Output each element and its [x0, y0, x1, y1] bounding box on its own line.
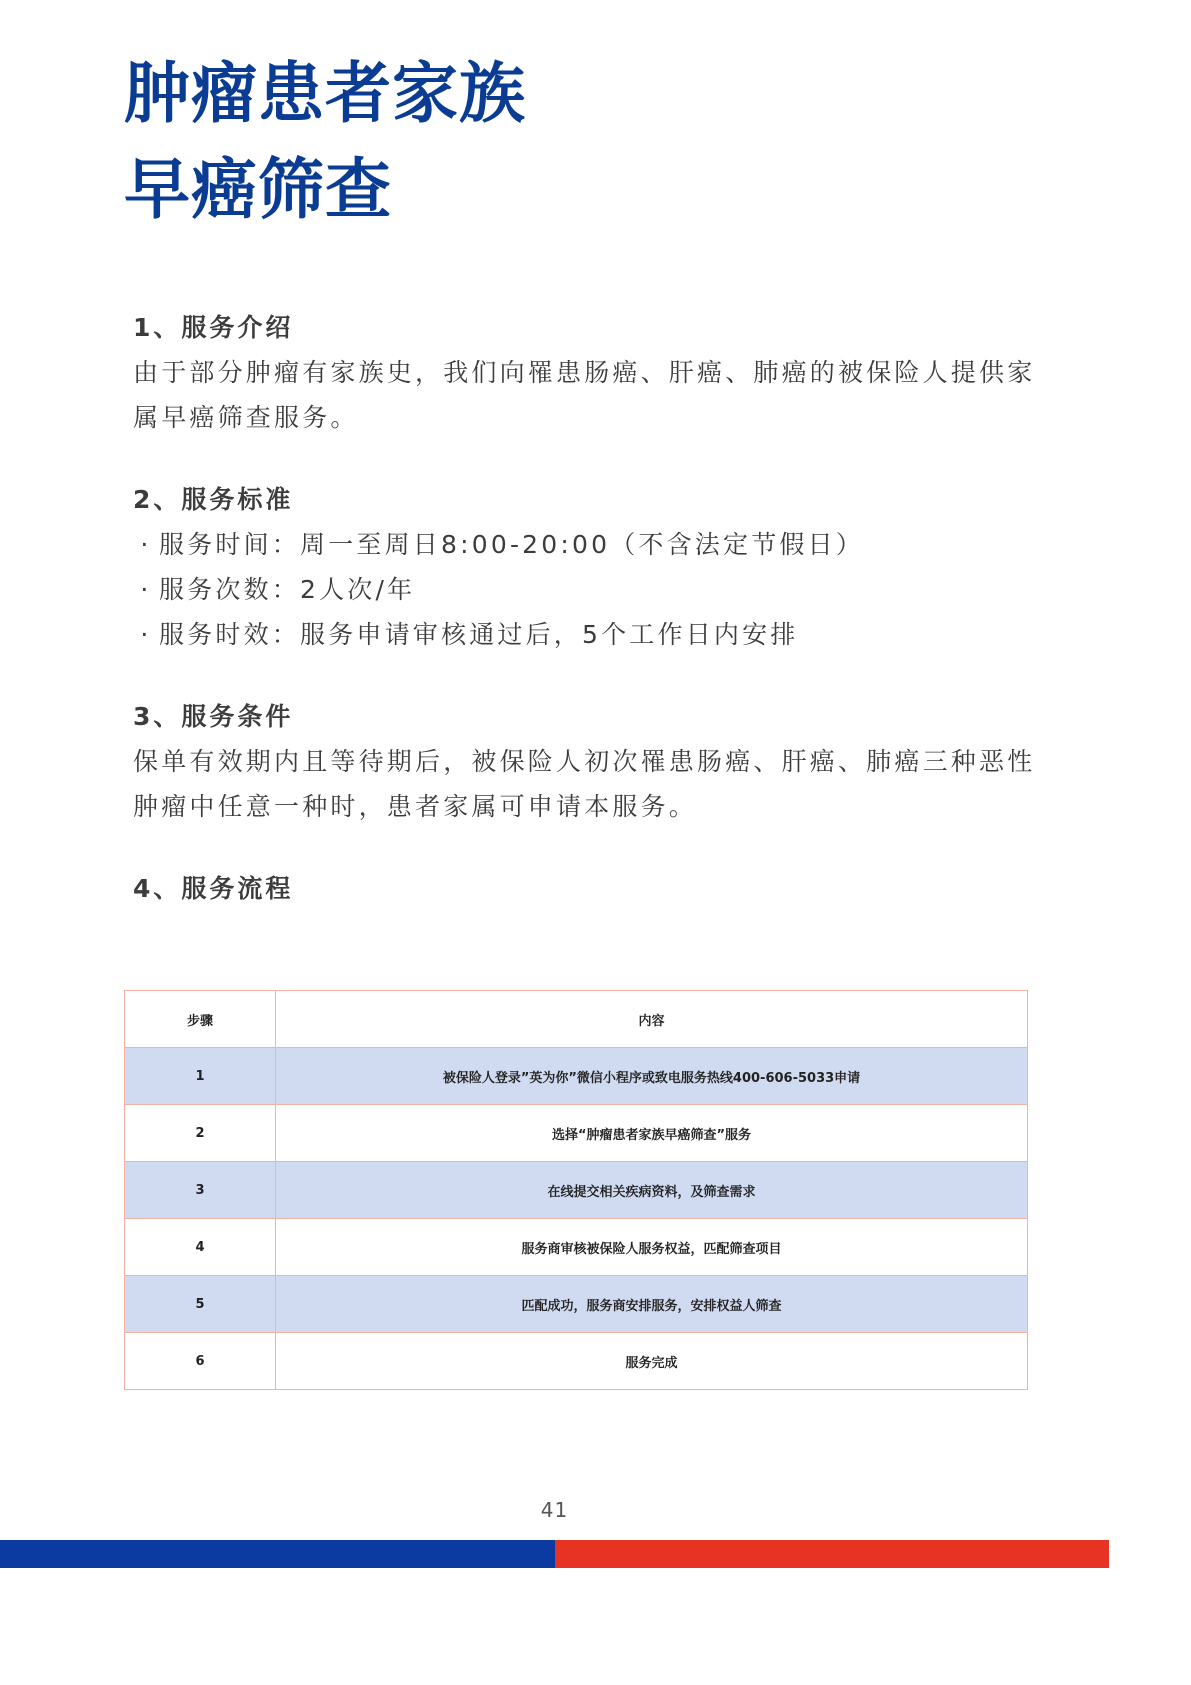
standard-item: [133, 567, 1063, 612]
table-row: [125, 1276, 1028, 1333]
header-content: 内容: [276, 991, 1028, 1048]
section-conditions-line-2: 肿瘤中任意一种时，患者家属可申请本服务。: [133, 792, 698, 821]
footer-bar-red: [555, 1540, 1109, 1568]
section-intro-heading: 1、服务介绍: [133, 313, 294, 342]
standard-item-text: 服务时间：周一至周日8:00-20:00（不含法定节假日）: [159, 530, 865, 559]
page-title-line-2: 早癌筛查: [124, 151, 392, 228]
section-conditions: [133, 695, 1063, 829]
main-content: [133, 306, 1063, 949]
step-content: 服务完成: [276, 1333, 1028, 1390]
section-conditions-line-1: 保单有效期内且等待期后，被保险人初次罹患肠癌、肝癌、肺癌三种恶性: [133, 747, 1036, 776]
standard-item-text: 服务次数：2人次/年: [159, 575, 416, 604]
table-row: [125, 1162, 1028, 1219]
section-conditions-heading: 3、服务条件: [133, 702, 294, 731]
step-number: 1: [125, 1048, 276, 1105]
footer-bar-blue: [0, 1540, 555, 1568]
process-table: [124, 990, 1028, 1390]
step-number: 2: [125, 1105, 276, 1162]
standard-list: [133, 522, 1063, 657]
section-intro-line-2: 属早癌筛查服务。: [133, 403, 359, 432]
step-number: 4: [125, 1219, 276, 1276]
table-row: [125, 1219, 1028, 1276]
page-title: [124, 46, 526, 238]
standard-item: [133, 612, 1063, 657]
step-number: 6: [125, 1333, 276, 1390]
step-content: 选择“肿瘤患者家族早癌筛查”服务: [276, 1105, 1028, 1162]
table-row: [125, 1105, 1028, 1162]
section-intro-line-1: 由于部分肿瘤有家族史，我们向罹患肠癌、肝癌、肺癌的被保险人提供家: [133, 358, 1036, 387]
page-title-line-1: 肿瘤患者家族: [124, 55, 526, 132]
table-row: [125, 1048, 1028, 1105]
page-number: 41: [540, 1498, 569, 1522]
step-content: 在线提交相关疾病资料，及筛查需求: [276, 1162, 1028, 1219]
bullet-mark: ·: [140, 575, 152, 604]
section-process: [133, 867, 1063, 911]
step-number: 3: [125, 1162, 276, 1219]
step-content: 匹配成功，服务商安排服务，安排权益人筛查: [276, 1276, 1028, 1333]
bullet-mark: ·: [140, 620, 152, 649]
header-step: 步骤: [125, 991, 276, 1048]
step-number: 5: [125, 1276, 276, 1333]
step-content: 被保险人登录”英为你”微信小程序或致电服务热线400-606-5033申请: [276, 1048, 1028, 1105]
table-row: [125, 1333, 1028, 1390]
section-standard: [133, 478, 1063, 657]
section-process-heading: 4、服务流程: [133, 874, 294, 903]
step-content: 服务商审核被保险人服务权益，匹配筛查项目: [276, 1219, 1028, 1276]
standard-item: [133, 522, 1063, 567]
standard-item-text: 服务时效：服务申请审核通过后，5个工作日内安排: [159, 620, 799, 649]
section-intro: [133, 306, 1063, 440]
table-header-row: [125, 991, 1028, 1048]
bullet-mark: ·: [140, 530, 152, 559]
section-standard-heading: 2、服务标准: [133, 485, 294, 514]
